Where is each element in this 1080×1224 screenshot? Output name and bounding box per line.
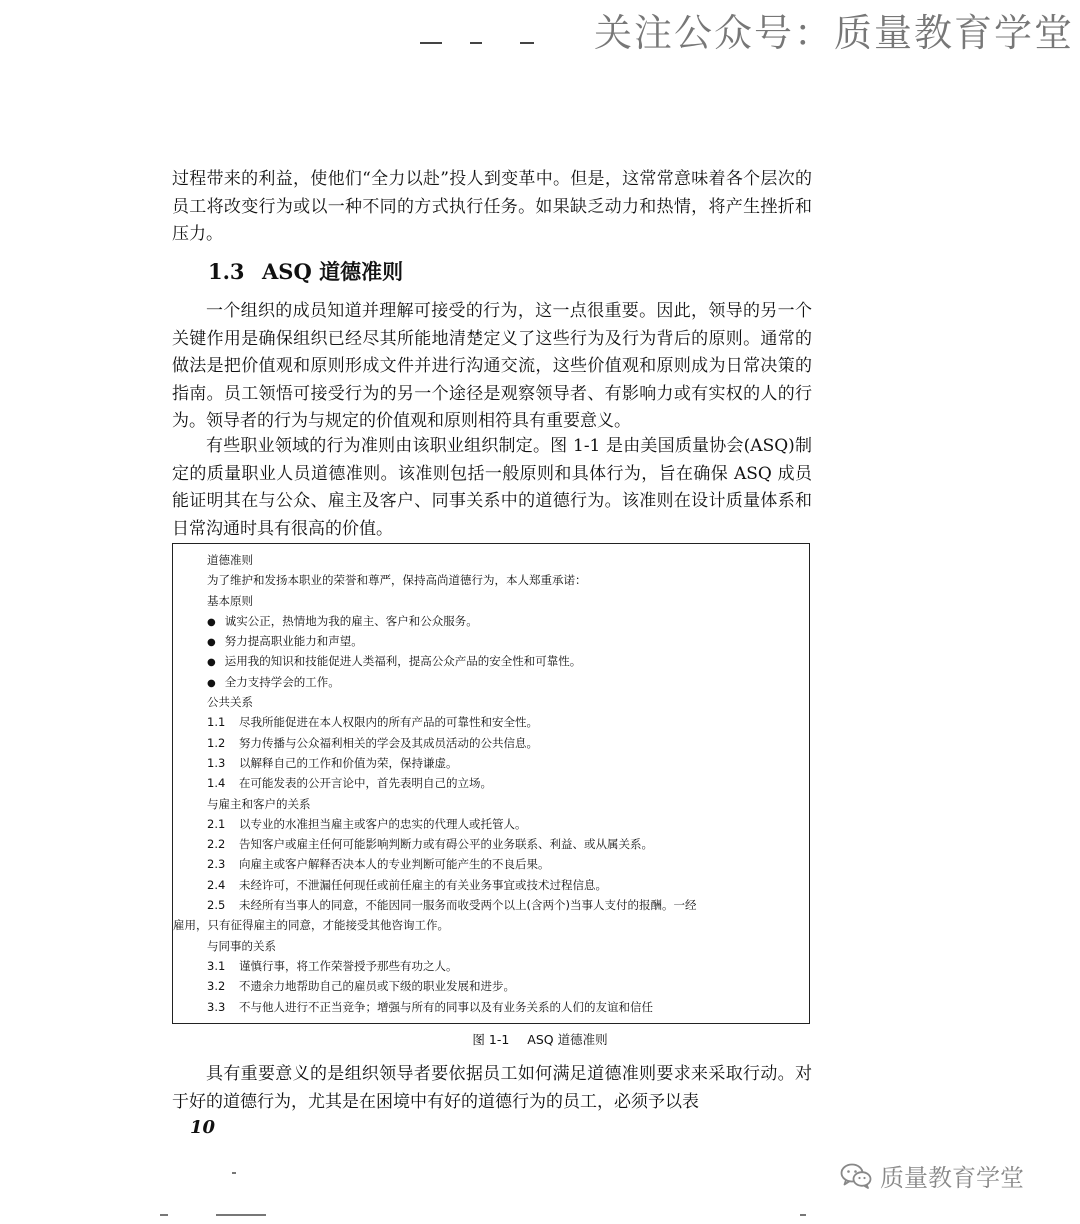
- clause-item: [207, 753, 803, 773]
- section-title: ASQ 道德准则: [262, 259, 404, 284]
- intro-paragraph: 过程带来的利益，使他们“全力以赴”投人到变革中。但是，这常常意味着各个层次的员工将改变行为或以一种不同的方式执行任务。如果缺乏动力和热情，将产生挫折和压力。: [172, 169, 812, 244]
- body-paragraph: 有些职业领域的行为准则由该职业组织制定。图 1-1 是由美国质量协会(ASQ)制定的质量职业人员道德准则。该准则包括一般原则和具体行为，旨在确保 ASQ 成员能证明其在与公众、雇主及客户、同事关系中的道德行为。该准则在设计质量体系和日常沟通时具有很高的价值。: [172, 436, 812, 539]
- body-paragraph: 一个组织的成员知道并理解可接受的行为，这一点很重要。因此，领导的另一个关键作用是确保组织已经尽其所能地清楚定义了这些行为及行为背后的原则。通常的做法是把价值观和原则形成文件并进行沟通交流，这些价值观和原则成为日常决策的指南。员工领悟可接受行为的另一个途径是观察领导者、有影响力或有实权的人的行为。领导者的行为与规定的价值观和原则相符具有重要意义。: [172, 301, 812, 431]
- closing-paragraph: 具有重要意义的是组织领导者要依据员工如何满足道德准则要求来采取行动。对于好的道德行为，尤其是在困境中有好的道德行为的员工，必须予以表: [172, 1064, 812, 1112]
- figure-caption: [0, 1030, 1080, 1048]
- watermark-bottom: [840, 1158, 1024, 1193]
- principle-item: ● 运用我的知识和技能促进人类福利，提高公众产品的安全性和可靠性。: [207, 651, 803, 671]
- peer-relations-heading: 与同事的关系: [207, 938, 276, 953]
- clause-number: 2.1: [207, 816, 226, 831]
- clause-number: 2.4: [207, 877, 226, 892]
- clause-item: [207, 854, 803, 874]
- clause-text: 未经所有当事人的同意，不能因同一服务而收受两个以上(含两个)当事人支付的报酬。一经: [239, 898, 697, 913]
- clause-text: 告知客户或雇主任何可能影响判断力或有碍公平的业务联系、利益、或从属关系。: [239, 837, 653, 852]
- code-of-ethics-figure: [172, 543, 810, 1024]
- employer-relations-heading: 与雇主和客户的关系: [207, 796, 311, 811]
- clause-text: 谨慎行事，将工作荣誉授予那些有功之人。: [239, 958, 458, 973]
- watermark-bottom-text: 质量教育学堂: [880, 1164, 1024, 1192]
- clause-item: [207, 733, 803, 753]
- wechat-icon: [840, 1163, 872, 1189]
- public-relations-heading: 公共关系: [207, 695, 253, 710]
- clause-number: 1.3: [207, 755, 226, 770]
- clause-item: [207, 712, 803, 732]
- clause-number: 3.1: [207, 958, 226, 973]
- clause-item: [207, 956, 803, 976]
- scan-artifact: [420, 42, 442, 44]
- clause-number: 1.2: [207, 735, 226, 750]
- clause-item: [207, 895, 803, 915]
- page-number: 10: [190, 1117, 216, 1138]
- clause-number: 1.1: [207, 715, 226, 730]
- scan-artifact: [216, 1214, 266, 1216]
- code-title: 道德准则: [207, 553, 253, 567]
- clause-item: [207, 976, 803, 996]
- scan-artifact: [470, 42, 482, 44]
- section-heading: [208, 256, 403, 286]
- figure-number: 图 1-1: [472, 1032, 510, 1047]
- figure-title: ASQ 道德准则: [527, 1032, 608, 1047]
- clause-text: 未经许可，不泄漏任何现任或前任雇主的有关业务事宜或技术过程信息。: [239, 877, 607, 892]
- clause-text: 尽我所能促进在本人权限内的所有产品的可靠性和安全性。: [239, 715, 538, 730]
- scan-artifact: [232, 1172, 236, 1174]
- clause-text: 向雇主或客户解释否决本人的专业判断可能产生的不良后果。: [239, 857, 550, 872]
- section-number: 1.3: [208, 259, 245, 284]
- clause-text: 以专业的水准担当雇主或客户的忠实的代理人或托管人。: [239, 816, 527, 831]
- scan-artifact: [520, 42, 534, 44]
- clause-item: [207, 997, 803, 1017]
- principle-item: ● 诚实公正，热情地为我的雇主、客户和公众服务。: [207, 611, 803, 631]
- clause-number: 1.4: [207, 776, 226, 791]
- clause-number: 2.2: [207, 837, 226, 852]
- watermark-top-text: 关注公众号：质量教育学堂: [593, 11, 1074, 55]
- principle-item: ● 全力支持学会的工作。: [207, 672, 803, 692]
- clause-number: 2.3: [207, 857, 226, 872]
- principle-item: ● 努力提高职业能力和声望。: [207, 631, 803, 651]
- clause-number: 3.3: [207, 999, 226, 1014]
- fundamental-principles-heading: 基本原则: [207, 593, 253, 608]
- scan-artifact: [800, 1214, 806, 1216]
- clause-continuation: 雇用，只有征得雇主的同意，才能接受其他咨询工作。: [173, 918, 449, 933]
- clause-item: [207, 814, 803, 834]
- clause-number: 3.2: [207, 979, 226, 994]
- clause-text: 努力传播与公众福利相关的学会及其成员活动的公共信息。: [239, 735, 538, 750]
- clause-text: 不遗余力地帮助自己的雇员或下级的职业发展和进步。: [239, 979, 515, 994]
- code-preamble: 为了维护和发扬本职业的荣誉和尊严，保持高尚道德行为，本人郑重承诺：: [207, 573, 587, 588]
- clause-item: [207, 773, 803, 793]
- clause-text: 在可能发表的公开言论中，首先表明自己的立场。: [239, 776, 492, 791]
- clause-text: 以解释自己的工作和价值为荣，保持谦虚。: [239, 755, 458, 770]
- clause-item: [207, 875, 803, 895]
- scan-artifact: [160, 1214, 168, 1216]
- clause-text: 不与他人进行不正当竞争；增强与所有的同事以及有业务关系的人们的友谊和信任: [239, 999, 653, 1014]
- clause-number: 2.5: [207, 898, 226, 913]
- clause-item: [207, 834, 803, 854]
